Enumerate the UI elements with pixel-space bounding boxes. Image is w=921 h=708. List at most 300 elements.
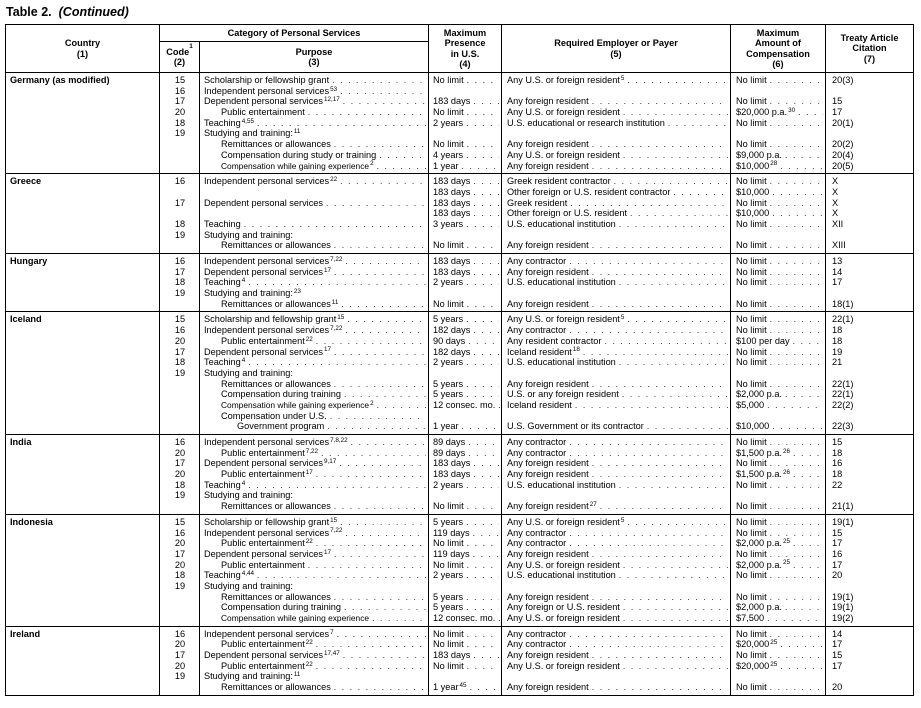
dot-leader bbox=[785, 602, 823, 613]
header-presence-line: in U.S. bbox=[450, 48, 480, 59]
dot-leader bbox=[257, 118, 426, 129]
amount-cell bbox=[731, 650, 826, 661]
purpose-cell bbox=[200, 421, 429, 432]
purpose-cell: Teaching $^4$ . . . bbox=[200, 277, 429, 288]
cell-text: Independent personal services bbox=[204, 176, 330, 187]
code-cell: 17 bbox=[174, 650, 186, 661]
cell-text: Public entertainment bbox=[221, 447, 305, 458]
purpose-cell: Dependent personal services $^{17}$ . . . bbox=[200, 267, 429, 278]
amount-cell: $10,000 $^{28}$ . . . bbox=[731, 161, 826, 172]
cell-text: 183 days bbox=[433, 256, 471, 266]
cell-text: 19(1) bbox=[832, 516, 854, 527]
presence-cell bbox=[429, 389, 502, 400]
cell-text: 14 bbox=[832, 628, 843, 639]
cell-text: 19(2) bbox=[832, 613, 854, 623]
citation-cell bbox=[826, 528, 913, 539]
purpose-cell bbox=[200, 560, 429, 571]
citation-cell bbox=[826, 118, 913, 129]
amount-cell bbox=[731, 501, 826, 512]
code-cell: 19 bbox=[174, 229, 186, 240]
employer-cell bbox=[502, 150, 731, 161]
header-purpose-label: Purpose bbox=[295, 46, 333, 57]
presence-cell bbox=[429, 314, 502, 325]
cell-text: Remittances or allowances bbox=[221, 591, 331, 602]
code-cell: 15 bbox=[174, 314, 186, 325]
cell-text: 90 days bbox=[433, 335, 466, 346]
amount-cell bbox=[731, 347, 826, 358]
employer-cell bbox=[502, 538, 731, 549]
citation-cell bbox=[826, 161, 913, 172]
citation-cell bbox=[826, 347, 913, 358]
dot-leader bbox=[592, 469, 728, 480]
cell-text: Public entertainment bbox=[221, 335, 305, 346]
presence-cell bbox=[429, 421, 502, 432]
table-title bbox=[6, 5, 916, 19]
dot-leader bbox=[623, 107, 728, 118]
header-employer-num: (5) bbox=[610, 48, 622, 59]
employer-cell bbox=[502, 256, 731, 267]
dot-leader bbox=[473, 469, 499, 480]
cell-text: Any foreign resident bbox=[507, 650, 589, 661]
header-amount-line: Maximum bbox=[756, 28, 800, 39]
cell-text: Remittances or allowances bbox=[221, 378, 331, 389]
header-presence bbox=[429, 25, 502, 72]
dot-leader bbox=[673, 187, 728, 198]
dot-leader bbox=[248, 277, 426, 288]
purpose-cell bbox=[200, 198, 429, 209]
cell-text: No limit bbox=[736, 650, 767, 661]
amount-cell bbox=[731, 480, 826, 491]
purpose-cell bbox=[200, 107, 429, 118]
employer-cell bbox=[502, 176, 731, 187]
cell-text: 2 years bbox=[433, 570, 464, 581]
presence-cell bbox=[429, 661, 502, 672]
country-name: Indonesia bbox=[10, 516, 53, 527]
dot-leader bbox=[770, 118, 823, 129]
dot-leader bbox=[467, 629, 499, 640]
citation-cell bbox=[826, 480, 913, 491]
amount-cell: $2,000 p.a. $^{25}$ . . . bbox=[731, 560, 826, 571]
header-amount-line: Compensation bbox=[746, 48, 810, 59]
cell-text: No limit bbox=[433, 639, 464, 650]
cell-text: Compensation under U.S. bbox=[221, 410, 327, 421]
cell-text: Any foreign resident bbox=[507, 160, 589, 171]
cell-text: 22(3) bbox=[832, 421, 854, 432]
cell-text: U.S. educational institution bbox=[507, 570, 616, 581]
cell-text: 21(1) bbox=[832, 501, 854, 512]
citation-cell bbox=[826, 629, 913, 640]
cell-text: Independent personal services bbox=[204, 85, 330, 96]
cell-text: Any contractor bbox=[507, 437, 567, 447]
cell-text: U.S. educational institution bbox=[507, 277, 616, 288]
citation-cell bbox=[826, 277, 913, 288]
amount-cell bbox=[731, 458, 826, 469]
dot-leader bbox=[334, 267, 426, 278]
purpose-cell bbox=[200, 411, 429, 422]
dot-leader bbox=[770, 501, 823, 512]
citation-cell bbox=[826, 448, 913, 459]
dot-leader bbox=[569, 629, 728, 640]
dot-leader bbox=[622, 389, 728, 400]
purpose-cell bbox=[200, 613, 429, 624]
dot-leader bbox=[592, 458, 728, 469]
cell-text: Independent personal services bbox=[204, 628, 330, 639]
cell-text: No limit bbox=[736, 75, 767, 85]
cell-text: Any foreign resident bbox=[507, 458, 589, 469]
purpose-cell bbox=[200, 75, 429, 86]
employer-cell bbox=[502, 528, 731, 539]
cell-text: No limit bbox=[433, 107, 464, 118]
header-presence-line: Presence bbox=[444, 38, 486, 49]
dot-leader bbox=[334, 347, 426, 358]
presence-cell bbox=[429, 357, 502, 368]
cell-text: No limit bbox=[433, 628, 464, 639]
cell-text: Any foreign resident bbox=[507, 591, 589, 602]
cell-text: Public entertainment bbox=[221, 660, 305, 671]
dot-leader bbox=[334, 240, 426, 251]
cell-text: 17 bbox=[832, 538, 843, 549]
citation-cell bbox=[826, 560, 913, 571]
dot-leader bbox=[614, 176, 728, 187]
cell-text: No limit bbox=[736, 458, 767, 469]
cell-text: 20 bbox=[832, 682, 843, 693]
cell-text: Dependent personal services bbox=[204, 458, 323, 469]
citation-cell bbox=[826, 400, 913, 411]
amount-cell bbox=[731, 528, 826, 539]
purpose-cell bbox=[200, 219, 429, 230]
header-employer-label: Required Employer or Payer bbox=[554, 38, 678, 49]
employer-cell bbox=[502, 400, 731, 411]
employer-cell bbox=[502, 267, 731, 278]
cell-text: 19(1) bbox=[832, 591, 854, 602]
cell-text: 20(3) bbox=[832, 75, 854, 85]
cell-text: No limit bbox=[736, 314, 767, 325]
cell-text: Any foreign resident bbox=[507, 682, 589, 693]
employer-cell bbox=[502, 437, 731, 448]
citation-cell bbox=[826, 299, 913, 310]
purpose-cell: Dependent personal services $^{9,17}$ . . . bbox=[200, 458, 429, 469]
cell-text: Teaching bbox=[204, 277, 241, 288]
cell-text: No limit bbox=[736, 325, 767, 336]
cell-text: 12 consec. mo. bbox=[433, 613, 496, 623]
code-cell: 18 bbox=[174, 117, 186, 128]
dot-leader bbox=[467, 107, 499, 118]
dot-leader bbox=[248, 357, 426, 368]
purpose-cell: Studying and training: $^{11}$ bbox=[204, 128, 301, 139]
dot-leader bbox=[570, 198, 728, 209]
purpose-cell: Dependent personal services $^{17,47}$ . . . bbox=[200, 650, 429, 661]
amount-cell bbox=[731, 570, 826, 581]
cell-text: Any foreign resident bbox=[507, 139, 589, 150]
treaty-table bbox=[5, 24, 914, 696]
dot-leader bbox=[473, 528, 499, 539]
country-section bbox=[6, 514, 913, 626]
dot-leader bbox=[344, 389, 426, 400]
citation-cell bbox=[826, 240, 913, 251]
purpose-cell bbox=[200, 139, 429, 150]
amount-cell: $20,000 $^{25}$ . . . bbox=[731, 661, 826, 672]
presence-cell bbox=[429, 549, 502, 560]
cell-text: $10,000 bbox=[736, 208, 770, 219]
dot-leader bbox=[340, 517, 426, 528]
cell-text: X bbox=[832, 186, 839, 197]
amount-cell bbox=[731, 613, 826, 624]
dot-leader bbox=[569, 538, 728, 549]
purpose-cell bbox=[200, 602, 429, 613]
cell-text: No limit bbox=[736, 516, 767, 527]
cell-text: 2 years bbox=[433, 117, 464, 128]
employer-cell bbox=[502, 560, 731, 571]
cell-text: 22(1) bbox=[832, 378, 854, 389]
dot-leader bbox=[316, 639, 426, 650]
presence-cell bbox=[429, 613, 502, 624]
cell-text: 20(1) bbox=[832, 117, 854, 128]
dot-leader bbox=[340, 86, 426, 97]
country-name: Iceland bbox=[10, 314, 42, 325]
code-cell: 16 bbox=[174, 85, 186, 96]
cell-text: Scholarship or fellowship grant bbox=[204, 516, 330, 527]
header-citation-line: Treaty Article bbox=[840, 33, 899, 44]
presence-cell bbox=[429, 118, 502, 129]
cell-text: Dependent personal services bbox=[204, 96, 323, 107]
country-section bbox=[6, 626, 913, 695]
cell-text: No limit bbox=[736, 266, 767, 277]
presence-cell bbox=[429, 187, 502, 198]
presence-cell bbox=[429, 650, 502, 661]
presence-cell bbox=[429, 150, 502, 161]
cell-text: Any contractor bbox=[507, 639, 567, 650]
citation-cell bbox=[826, 458, 913, 469]
header-citation-line: Citation bbox=[852, 43, 887, 54]
dot-leader bbox=[793, 448, 823, 459]
dot-leader bbox=[344, 602, 426, 613]
dot-leader bbox=[316, 469, 426, 480]
cell-text: 183 days bbox=[433, 96, 471, 107]
header-code-num: (2) bbox=[173, 57, 186, 67]
cell-text: No limit bbox=[736, 501, 767, 512]
cell-text: 183 days bbox=[433, 469, 471, 480]
purpose-cell: Dependent personal services $^{17}$ . . . bbox=[200, 549, 429, 560]
dot-leader bbox=[785, 150, 823, 161]
purpose-cell: Public entertainment $^{22}$ . . . bbox=[200, 639, 429, 650]
dot-leader bbox=[467, 240, 499, 251]
purpose-cell: Dependent personal services $^{12,17}$ . . . bbox=[200, 96, 429, 107]
dot-leader bbox=[569, 256, 728, 267]
cell-text: Iceland resident bbox=[507, 346, 572, 357]
purpose-cell: Public entertainment $^{22}$ . . . bbox=[200, 661, 429, 672]
citation-cell bbox=[826, 570, 913, 581]
cell-text: 182 days bbox=[433, 325, 471, 336]
dot-leader bbox=[770, 650, 823, 661]
code-cell: 16 bbox=[174, 256, 186, 266]
header-amount-num: (6) bbox=[772, 58, 784, 69]
code-cell: 17 bbox=[174, 197, 186, 208]
cell-text: Any U.S. or foreign resident bbox=[507, 314, 620, 325]
cell-text: 19 bbox=[832, 346, 843, 357]
employer-cell bbox=[502, 208, 731, 219]
dot-leader bbox=[592, 682, 728, 693]
cell-text: 12 consec. mo. bbox=[433, 399, 496, 410]
cell-text: Any U.S. or foreign resident bbox=[507, 559, 620, 570]
dot-leader bbox=[770, 682, 823, 693]
cell-text: Any foreign resident bbox=[507, 378, 589, 389]
employer-cell bbox=[502, 357, 731, 368]
dot-leader bbox=[592, 549, 728, 560]
dot-leader bbox=[466, 357, 499, 368]
cell-text: $7,500 bbox=[736, 613, 765, 623]
dot-leader bbox=[473, 208, 499, 219]
cell-text: Any foreign resident bbox=[507, 96, 589, 107]
purpose-cell: Independent personal services $^{7,8,22}$ . . . bbox=[200, 437, 429, 448]
employer-cell bbox=[502, 639, 731, 650]
cell-text: No limit bbox=[736, 96, 767, 107]
cell-text: Greek resident bbox=[507, 197, 568, 208]
purpose-cell bbox=[200, 240, 429, 251]
code-cell: 16 bbox=[174, 628, 186, 639]
cell-text: Iceland resident bbox=[507, 399, 572, 410]
cell-text: Compensation during study or training bbox=[221, 149, 377, 160]
amount-cell bbox=[731, 198, 826, 209]
cell-text: 89 days bbox=[433, 437, 466, 447]
dot-leader bbox=[798, 107, 823, 118]
cell-text: Any foreign resident bbox=[507, 469, 589, 480]
amount-cell bbox=[731, 256, 826, 267]
amount-cell: $2,000 p.a. $^{25}$ . . . bbox=[731, 538, 826, 549]
cell-text: Any U.S. or foreign resident bbox=[507, 107, 620, 118]
cell-text: 5 years bbox=[433, 516, 464, 527]
cell-text: Public entertainment bbox=[221, 469, 305, 480]
purpose-cell: Public entertainment $^{17}$ . . . bbox=[200, 469, 429, 480]
cell-text: 22(1) bbox=[832, 389, 854, 400]
dot-leader bbox=[623, 150, 728, 161]
employer-cell bbox=[502, 161, 731, 172]
employer-cell bbox=[502, 629, 731, 640]
dot-leader bbox=[619, 219, 728, 230]
employer-cell bbox=[502, 602, 731, 613]
cell-text: $20,000 bbox=[736, 660, 770, 671]
dot-leader bbox=[379, 150, 426, 161]
dot-leader bbox=[308, 560, 426, 571]
cell-text: X bbox=[832, 208, 839, 219]
cell-text: Independent personal services bbox=[204, 256, 330, 266]
employer-cell bbox=[502, 96, 731, 107]
cell-text: Compensation while gaining experience bbox=[221, 160, 370, 171]
dot-leader bbox=[466, 570, 499, 581]
presence-cell bbox=[429, 560, 502, 571]
cell-text: Greek resident contractor bbox=[507, 176, 611, 187]
dot-leader bbox=[467, 75, 499, 86]
dot-leader bbox=[780, 639, 823, 650]
dot-leader bbox=[372, 613, 426, 624]
amount-cell bbox=[731, 389, 826, 400]
employer-cell bbox=[502, 480, 731, 491]
dot-leader bbox=[770, 549, 823, 560]
dot-leader bbox=[772, 208, 823, 219]
dot-leader bbox=[770, 139, 823, 150]
employer-cell: Iceland resident $^{18}$ . . . bbox=[502, 347, 731, 358]
purpose-cell: Independent personal services $^{7,22}$ . . . bbox=[200, 528, 429, 539]
dot-leader bbox=[334, 549, 426, 560]
cell-text: 14 bbox=[832, 266, 843, 277]
citation-cell bbox=[826, 613, 913, 624]
dot-leader bbox=[793, 336, 823, 347]
employer-cell: Any U.S. or foreign resident $^5$ . . . bbox=[502, 75, 731, 86]
cell-text: 119 days bbox=[433, 527, 470, 538]
cell-text: 21 bbox=[832, 357, 843, 368]
code-cell: 16 bbox=[174, 527, 186, 538]
dot-leader bbox=[337, 629, 426, 640]
dot-leader bbox=[468, 448, 499, 459]
purpose-cell: Remittances or allowances $^{11}$ . . . bbox=[200, 299, 429, 310]
presence-cell bbox=[429, 602, 502, 613]
cell-text: Independent personal services bbox=[204, 325, 330, 336]
purpose-cell: Independent personal services $^7$ . . . bbox=[200, 629, 429, 640]
code-cell: 19 bbox=[174, 367, 186, 378]
cell-text: Any foreign resident bbox=[507, 240, 589, 251]
presence-cell bbox=[429, 480, 502, 491]
employer-cell bbox=[502, 389, 731, 400]
citation-cell bbox=[826, 639, 913, 650]
dot-leader bbox=[321, 448, 426, 459]
dot-leader bbox=[377, 400, 426, 411]
cell-text: 15 bbox=[832, 96, 843, 107]
cell-text: 20(5) bbox=[832, 160, 854, 171]
purpose-cell bbox=[200, 501, 429, 512]
cell-text: No limit bbox=[433, 240, 464, 251]
cell-text: Teaching bbox=[204, 357, 241, 368]
dot-leader bbox=[770, 75, 823, 86]
cell-text: 18 bbox=[832, 335, 843, 346]
amount-cell bbox=[731, 549, 826, 560]
dot-leader bbox=[619, 480, 728, 491]
dot-leader bbox=[467, 661, 499, 672]
presence-cell bbox=[429, 400, 502, 411]
country-section bbox=[6, 311, 913, 434]
dot-leader bbox=[592, 267, 728, 278]
amount-cell bbox=[731, 139, 826, 150]
amount-cell bbox=[731, 325, 826, 336]
cell-text: $2,000 p.a. bbox=[736, 538, 782, 549]
dot-leader bbox=[334, 501, 426, 512]
cell-text: No limit bbox=[433, 660, 464, 671]
cell-text: No limit bbox=[736, 139, 767, 150]
cell-text: $100 per day bbox=[736, 335, 790, 346]
country-section bbox=[6, 173, 913, 253]
cell-text: No limit bbox=[736, 218, 767, 229]
cell-text: Independent personal services bbox=[204, 437, 330, 447]
dot-leader bbox=[473, 176, 499, 187]
amount-cell bbox=[731, 314, 826, 325]
dot-leader bbox=[772, 187, 823, 198]
dot-leader bbox=[770, 198, 823, 209]
cell-text: 183 days bbox=[433, 458, 471, 469]
dot-leader bbox=[473, 458, 499, 469]
cell-text: Any U.S. or foreign resident bbox=[507, 660, 620, 671]
header-amount-line: Amount of bbox=[755, 38, 801, 49]
presence-cell bbox=[429, 629, 502, 640]
purpose-cell: Teaching $^4$ . . . bbox=[200, 357, 429, 368]
employer-cell bbox=[502, 661, 731, 672]
cell-text: Remittances or allowances bbox=[221, 501, 331, 512]
dot-leader bbox=[473, 267, 499, 278]
cell-text: $9,000 p.a. bbox=[736, 149, 782, 160]
employer-cell bbox=[502, 682, 731, 693]
cell-text: Compensation while gaining experience bbox=[221, 613, 370, 623]
dot-leader bbox=[592, 299, 728, 310]
code-cell: 15 bbox=[174, 516, 186, 527]
purpose-cell: Studying and training: $^{23}$ bbox=[204, 287, 301, 299]
country-section bbox=[6, 434, 913, 514]
